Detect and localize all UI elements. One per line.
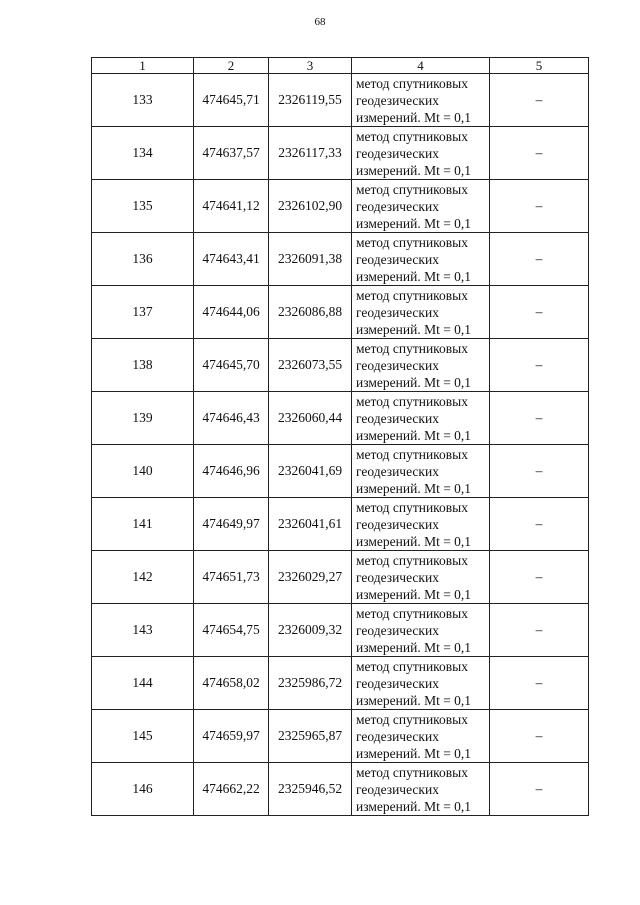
x-coordinate-cell: 474658,02 — [194, 657, 269, 710]
method-text-line: измерений. Mt = 0,1 — [356, 798, 472, 814]
method-text-line: геодезических — [356, 145, 439, 161]
x-coordinate-cell: 474637,57 — [194, 127, 269, 180]
table-row — [92, 498, 589, 551]
point-number-cell: 133 — [92, 74, 194, 127]
table-body — [92, 74, 589, 816]
note-cell: – — [490, 604, 589, 657]
table-header-row — [92, 58, 589, 74]
method-cell — [352, 127, 490, 180]
method-text-line: измерений. Mt = 0,1 — [356, 692, 472, 708]
coordinates-table — [91, 57, 589, 816]
method-text-line: геодезических — [356, 304, 439, 320]
method-text-line: измерений. Mt = 0,1 — [356, 480, 472, 496]
method-text-line: метод спутниковых — [356, 605, 468, 621]
header-cell-2: 2 — [194, 58, 269, 74]
method-cell — [352, 498, 490, 551]
method-text-line: метод спутниковых — [356, 181, 468, 197]
method-text-line: геодезических — [356, 357, 439, 373]
method-text-line: измерений. Mt = 0,1 — [356, 586, 472, 602]
note-cell: – — [490, 74, 589, 127]
method-text-line: измерений. Mt = 0,1 — [356, 427, 472, 443]
point-number-cell: 138 — [92, 339, 194, 392]
method-text-line: геодезических — [356, 622, 439, 638]
point-number-cell: 145 — [92, 710, 194, 763]
point-number-cell: 134 — [92, 127, 194, 180]
method-text-line: геодезических — [356, 781, 439, 797]
table-row — [92, 445, 589, 498]
method-text-line: метод спутниковых — [356, 75, 468, 91]
y-coordinate-cell: 2326073,55 — [269, 339, 352, 392]
table-row — [92, 180, 589, 233]
method-cell — [352, 286, 490, 339]
note-cell: – — [490, 286, 589, 339]
x-coordinate-cell: 474659,97 — [194, 710, 269, 763]
point-number-cell: 146 — [92, 763, 194, 816]
note-cell: – — [490, 127, 589, 180]
method-text-line: геодезических — [356, 569, 439, 585]
x-coordinate-cell: 474651,73 — [194, 551, 269, 604]
method-cell — [352, 180, 490, 233]
table-row — [92, 286, 589, 339]
point-number-cell: 142 — [92, 551, 194, 604]
y-coordinate-cell: 2325965,87 — [269, 710, 352, 763]
x-coordinate-cell: 474662,22 — [194, 763, 269, 816]
method-text-line: измерений. Mt = 0,1 — [356, 639, 472, 655]
method-text-line: измерений. Mt = 0,1 — [356, 268, 472, 284]
method-cell — [352, 339, 490, 392]
method-text-line: геодезических — [356, 675, 439, 691]
table-row — [92, 657, 589, 710]
method-cell — [352, 551, 490, 604]
method-text-line: геодезических — [356, 251, 439, 267]
method-text-line: метод спутниковых — [356, 499, 468, 515]
y-coordinate-cell: 2325946,52 — [269, 763, 352, 816]
note-cell: – — [490, 180, 589, 233]
x-coordinate-cell: 474649,97 — [194, 498, 269, 551]
table-row — [92, 233, 589, 286]
method-text-line: измерений. Mt = 0,1 — [356, 215, 472, 231]
y-coordinate-cell: 2326041,69 — [269, 445, 352, 498]
method-text-line: метод спутниковых — [356, 764, 468, 780]
page-number: 68 — [314, 16, 326, 28]
method-text-line: геодезических — [356, 410, 439, 426]
method-cell — [352, 233, 490, 286]
y-coordinate-cell: 2326041,61 — [269, 498, 352, 551]
x-coordinate-cell: 474646,96 — [194, 445, 269, 498]
note-cell: – — [490, 657, 589, 710]
note-cell: – — [490, 445, 589, 498]
y-coordinate-cell: 2326119,55 — [269, 74, 352, 127]
method-text-line: геодезических — [356, 198, 439, 214]
method-text-line: измерений. Mt = 0,1 — [356, 109, 472, 125]
method-cell — [352, 763, 490, 816]
y-coordinate-cell: 2326009,32 — [269, 604, 352, 657]
method-text-line: метод спутниковых — [356, 446, 468, 462]
point-number-cell: 137 — [92, 286, 194, 339]
point-number-cell: 141 — [92, 498, 194, 551]
method-text-line: измерений. Mt = 0,1 — [356, 162, 472, 178]
note-cell: – — [490, 498, 589, 551]
note-cell: – — [490, 392, 589, 445]
table-row — [92, 551, 589, 604]
x-coordinate-cell: 474645,71 — [194, 74, 269, 127]
method-text-line: метод спутниковых — [356, 234, 468, 250]
table-row — [92, 74, 589, 127]
method-cell — [352, 445, 490, 498]
method-cell — [352, 392, 490, 445]
method-text-line: метод спутниковых — [356, 658, 468, 674]
x-coordinate-cell: 474641,12 — [194, 180, 269, 233]
point-number-cell: 135 — [92, 180, 194, 233]
method-text-line: измерений. Mt = 0,1 — [356, 533, 472, 549]
point-number-cell: 144 — [92, 657, 194, 710]
y-coordinate-cell: 2326029,27 — [269, 551, 352, 604]
table-row — [92, 710, 589, 763]
method-text-line: метод спутниковых — [356, 711, 468, 727]
method-text-line: метод спутниковых — [356, 340, 468, 356]
x-coordinate-cell: 474654,75 — [194, 604, 269, 657]
method-text-line: геодезических — [356, 516, 439, 532]
x-coordinate-cell: 474645,70 — [194, 339, 269, 392]
y-coordinate-cell: 2325986,72 — [269, 657, 352, 710]
x-coordinate-cell: 474643,41 — [194, 233, 269, 286]
header-cell-4: 4 — [352, 58, 490, 74]
note-cell: – — [490, 551, 589, 604]
point-number-cell: 136 — [92, 233, 194, 286]
method-text-line: измерений. Mt = 0,1 — [356, 374, 472, 390]
y-coordinate-cell: 2326102,90 — [269, 180, 352, 233]
point-number-cell: 140 — [92, 445, 194, 498]
table-row — [92, 392, 589, 445]
note-cell: – — [490, 710, 589, 763]
method-cell — [352, 710, 490, 763]
method-text-line: метод спутниковых — [356, 287, 468, 303]
table-row — [92, 763, 589, 816]
y-coordinate-cell: 2326117,33 — [269, 127, 352, 180]
method-text-line: измерений. Mt = 0,1 — [356, 321, 472, 337]
method-text-line: измерений. Mt = 0,1 — [356, 745, 472, 761]
method-text-line: геодезических — [356, 728, 439, 744]
point-number-cell: 143 — [92, 604, 194, 657]
method-cell — [352, 657, 490, 710]
table-row — [92, 339, 589, 392]
method-text-line: метод спутниковых — [356, 128, 468, 144]
header-cell-1: 1 — [92, 58, 194, 74]
header-cell-3: 3 — [269, 58, 352, 74]
method-text-line: метод спутниковых — [356, 552, 468, 568]
method-text-line: геодезических — [356, 463, 439, 479]
y-coordinate-cell: 2326086,88 — [269, 286, 352, 339]
table-row — [92, 604, 589, 657]
y-coordinate-cell: 2326060,44 — [269, 392, 352, 445]
note-cell: – — [490, 763, 589, 816]
table-row — [92, 127, 589, 180]
x-coordinate-cell: 474644,06 — [194, 286, 269, 339]
header-cell-5: 5 — [490, 58, 589, 74]
note-cell: – — [490, 233, 589, 286]
y-coordinate-cell: 2326091,38 — [269, 233, 352, 286]
method-cell — [352, 604, 490, 657]
method-cell — [352, 74, 490, 127]
x-coordinate-cell: 474646,43 — [194, 392, 269, 445]
method-text-line: метод спутниковых — [356, 393, 468, 409]
note-cell: – — [490, 339, 589, 392]
point-number-cell: 139 — [92, 392, 194, 445]
method-text-line: геодезических — [356, 92, 439, 108]
